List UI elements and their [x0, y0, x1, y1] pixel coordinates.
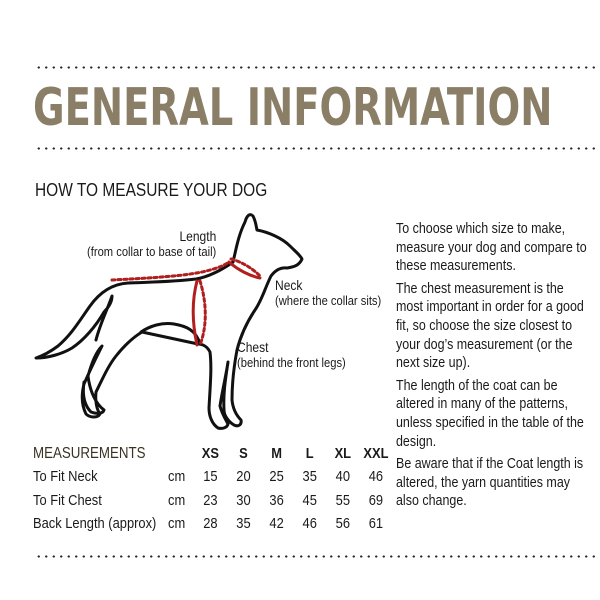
- sizing-instructions: [396, 220, 594, 515]
- section-title: HOW TO MEASURE YOUR DOG: [35, 180, 268, 200]
- length-label: [87, 228, 216, 260]
- row-label: To Fit Chest: [33, 491, 102, 509]
- row-unit: cm: [168, 491, 186, 509]
- info-paragraph: Be aware that if the Coat length is altered, the yarn quantities may also change.: [396, 456, 584, 510]
- info-paragraph: To choose which size to make, measure your dog and compare to these measurements.: [396, 221, 587, 275]
- cell-value: 56: [335, 515, 350, 533]
- divider-bottom: [35, 555, 600, 558]
- length-label-name: Length: [179, 228, 216, 244]
- cell-value: 46: [368, 468, 384, 486]
- cell-value: 45: [302, 491, 317, 509]
- size-xxl: XXL: [363, 445, 389, 463]
- chest-label-note: (behind the front legs): [237, 355, 346, 370]
- measurements-table: [33, 442, 392, 535]
- size-m: M: [271, 445, 282, 463]
- row-unit: cm: [168, 468, 186, 486]
- cell-value: 40: [335, 468, 350, 486]
- info-paragraph: The chest measurement is the most important in order for a good fit, so choose the size closest to your dog’s measurement (or the next size up).: [396, 280, 584, 372]
- size-xl: XL: [334, 445, 352, 463]
- table-header-label: MEASUREMENTS: [33, 444, 146, 462]
- size-s: S: [239, 445, 248, 463]
- cell-value: 15: [203, 468, 218, 486]
- cell-value: 35: [236, 515, 251, 533]
- cell-value: 23: [203, 491, 218, 509]
- chest-label: [237, 339, 346, 371]
- length-measure-line: [112, 262, 229, 280]
- cell-value: 25: [269, 468, 284, 486]
- cell-value: 61: [368, 515, 384, 533]
- neck-label: [275, 277, 381, 309]
- size-xs: XS: [201, 445, 219, 463]
- info-paragraph: The length of the coat can be altered in many of the patterns, unless specified in the table of the design.: [396, 377, 584, 450]
- cell-value: 36: [269, 491, 284, 509]
- table-row: [33, 489, 392, 512]
- cell-value: 69: [368, 491, 384, 509]
- row-label: To Fit Neck: [33, 468, 98, 486]
- table-row: [33, 512, 392, 535]
- cell-value: 35: [302, 468, 317, 486]
- cell-value: 55: [335, 491, 350, 509]
- cell-value: 30: [236, 491, 251, 509]
- length-label-note: (from collar to base of tail): [86, 244, 216, 259]
- neck-label-note: (where the collar sits): [275, 293, 382, 308]
- cell-value: 28: [203, 515, 218, 533]
- size-l: L: [305, 445, 314, 463]
- table-row: [33, 465, 392, 488]
- cell-value: 42: [269, 515, 284, 533]
- page-title: GENERAL INFORMATION: [33, 78, 553, 138]
- row-unit: cm: [168, 515, 186, 533]
- row-label: Back Length (approx): [33, 515, 157, 533]
- cell-value: 20: [236, 468, 251, 486]
- neck-label-name: Neck: [275, 277, 303, 293]
- cell-value: 46: [302, 515, 317, 533]
- table-header-row: [33, 442, 392, 465]
- chest-label-name: Chest: [237, 339, 269, 355]
- chest-measure-line: [193, 281, 205, 345]
